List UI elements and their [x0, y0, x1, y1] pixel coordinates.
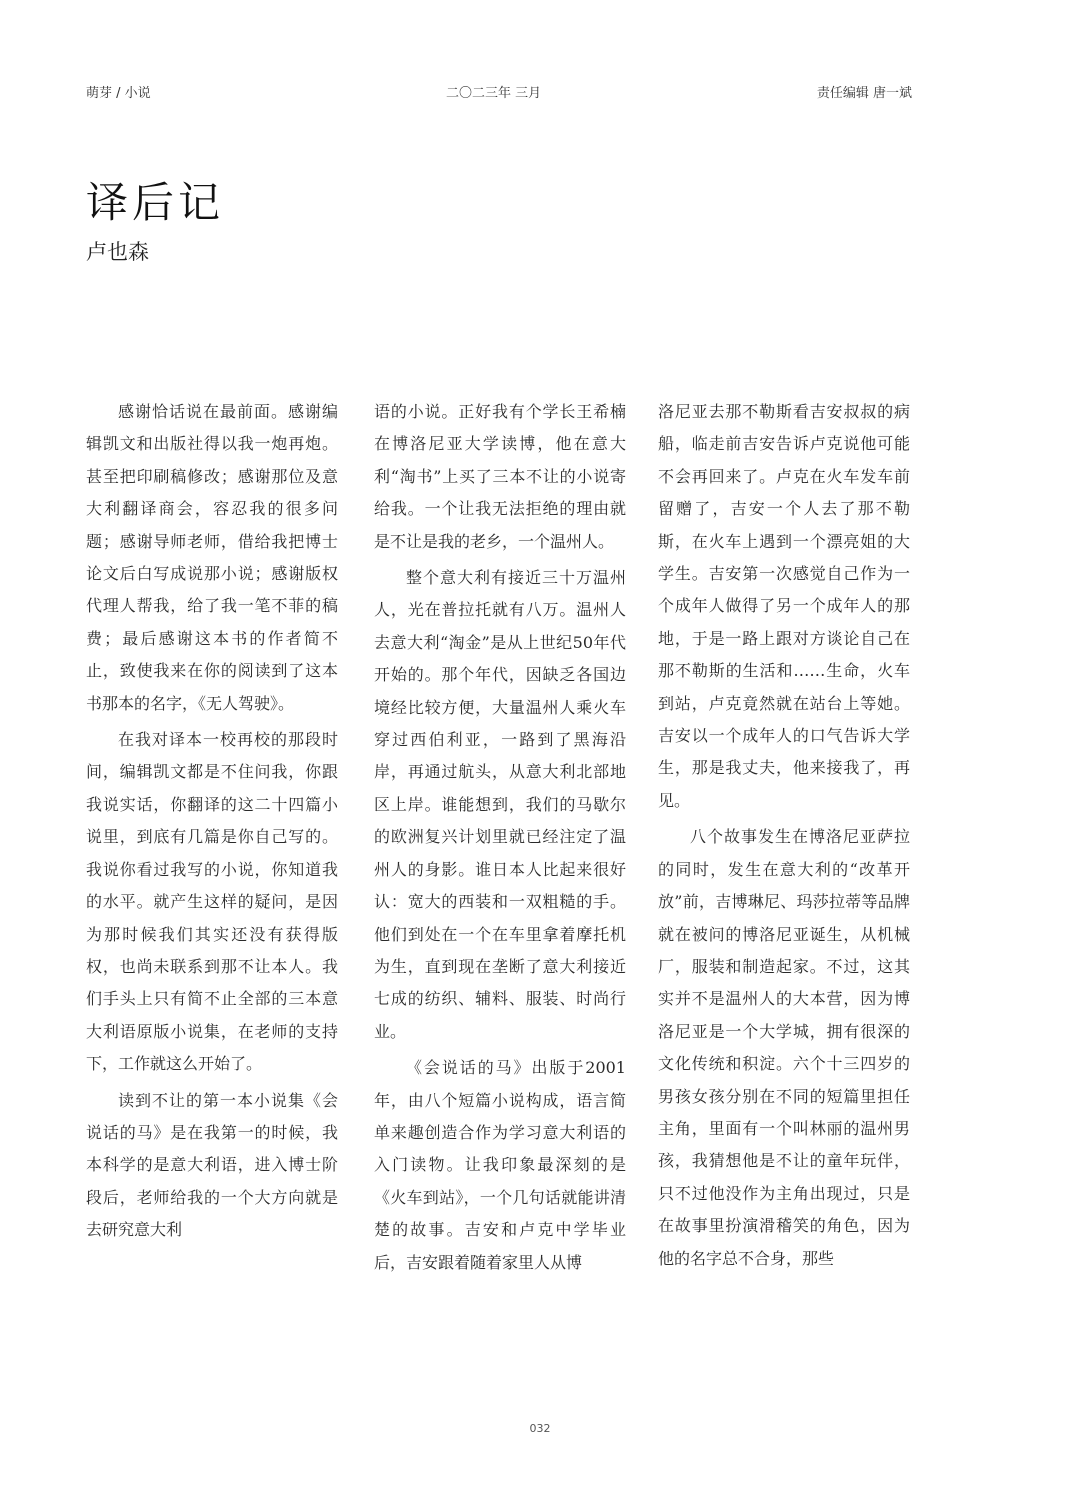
text-column-1: [86, 396, 338, 1376]
article-author: 卢也森: [86, 240, 149, 264]
text-column-2: [374, 396, 626, 1376]
page-number: 032: [529, 1422, 551, 1435]
editor-credit: 责任编辑 唐一斌: [816, 86, 912, 101]
issue-date: 二〇二三年 三月: [446, 86, 542, 101]
paragraph: 语的小说。正好我有个学长王希楠在博洛尼亚大学读博，他在意大利“淘书”上买了三本不让的小说寄给我。一个让我无法拒绝的理由就是不让是我的老乡，一个温州人。: [374, 402, 626, 551]
paragraph: 整个意大利有接近三十万温州人，光在普拉托就有八万。温州人去意大利“淘金”是从上世纪50年代开始的。那个年代，因缺乏各国边境经比较方便，大量温州人乘火车穿过西伯利亚，一路到了黑海沿岸，再通过航头，从意大利北部地区上岸。谁能想到，我们的马歇尔的欧洲复兴计划里就已经注定了温州人的身影。谁日本人比起来很好认：宽大的西装和一双粗糙的手。他们到处在一个在车里拿着摩托机为生，直到现在垄断了意大利接近七成的纺织、辅料、服装、时尚行业。: [374, 568, 626, 1041]
paragraph: 《会说话的马》出版于2001年，由八个短篇小说构成，语言简单来趣创造合作为学习意大利语的入门读物。让我印象最深刻的是《火车到站》，一个几句话就能讲清楚的故事。吉安和卢克中学毕业后，吉安跟着随着家里人从博: [374, 1058, 626, 1272]
paragraph: 感谢恰话说在最前面。感谢编辑凯文和出版社得以我一炮再炮。甚至把印刷稿修改；感谢那位及意大利翻译商会，容忍我的很多问题；感谢导师老师，借给我把博士论文后白写成说那小说；感谢版权代理人帮我，给了我一笔不菲的稿费；最后感谢这本书的作者简不止，致使我来在你的阅读到了这本书那本的名字，《无人驾驶》。: [86, 402, 338, 713]
paragraph: 八个故事发生在博洛尼亚萨拉的同时，发生在意大利的“改革开放”前，吉博琳尼、玛莎拉蒂等品牌就在被问的博洛尼亚诞生，从机械厂，服装和制造起家。不过，这其实并不是温州人的大本营，因为博洛尼亚是一个大学城，拥有很深的文化传统和积淀。六个十三四岁的男孩女孩分别在不同的短篇里担任主角，里面有一个叫林丽的温州男孩，我猜想他是不让的童年玩伴，只不过他没作为主角出现过，只是在故事里扮演滑稽笑的角色，因为他的名字总不合身，那些: [658, 827, 910, 1268]
text-column-3: [658, 396, 910, 1376]
section-label: 萌芽 / 小说: [86, 86, 151, 101]
paragraph: 在我对译本一校再校的那段时间，编辑凯文都是不住问我，你跟我说实话，你翻译的这二十四篇小说里，到底有几篇是你自己写的。我说你看过我写的小说，你知道我的水平。就产生这样的疑问，是因为那时候我们其实还没有获得版权，也尚未联系到那不让本人。我们手头上只有简不止全部的三本意大利语原版小说集，在老师的支持下，工作就这么开始了。: [86, 730, 338, 1074]
body-columns: [86, 396, 912, 1376]
paragraph: 洛尼亚去那不勒斯看吉安叔叔的病船，临走前吉安告诉卢克说他可能不会再回来了。卢克在火车发车前留赠了，吉安一个人去了那不勒斯，在火车上遇到一个漂亮姐的大学生。吉安第一次感觉自己作为一个成年人做得了另一个成年人的那地，于是一路上跟对方谈论自己在那不勒斯的生活和……生命，火车到站，卢克竟然就在站台上等她。吉安以一个成年人的口气告诉大学生，那是我丈夫，他来接我了，再见。: [658, 402, 910, 810]
running-header: [86, 82, 912, 102]
article-title: 译后记: [86, 178, 225, 227]
paragraph: 读到不让的第一本小说集《会说话的马》是在我第一的时候，我本科学的是意大利语，进入博士阶段后，老师给我的一个大方向就是去研究意大利: [86, 1090, 338, 1240]
